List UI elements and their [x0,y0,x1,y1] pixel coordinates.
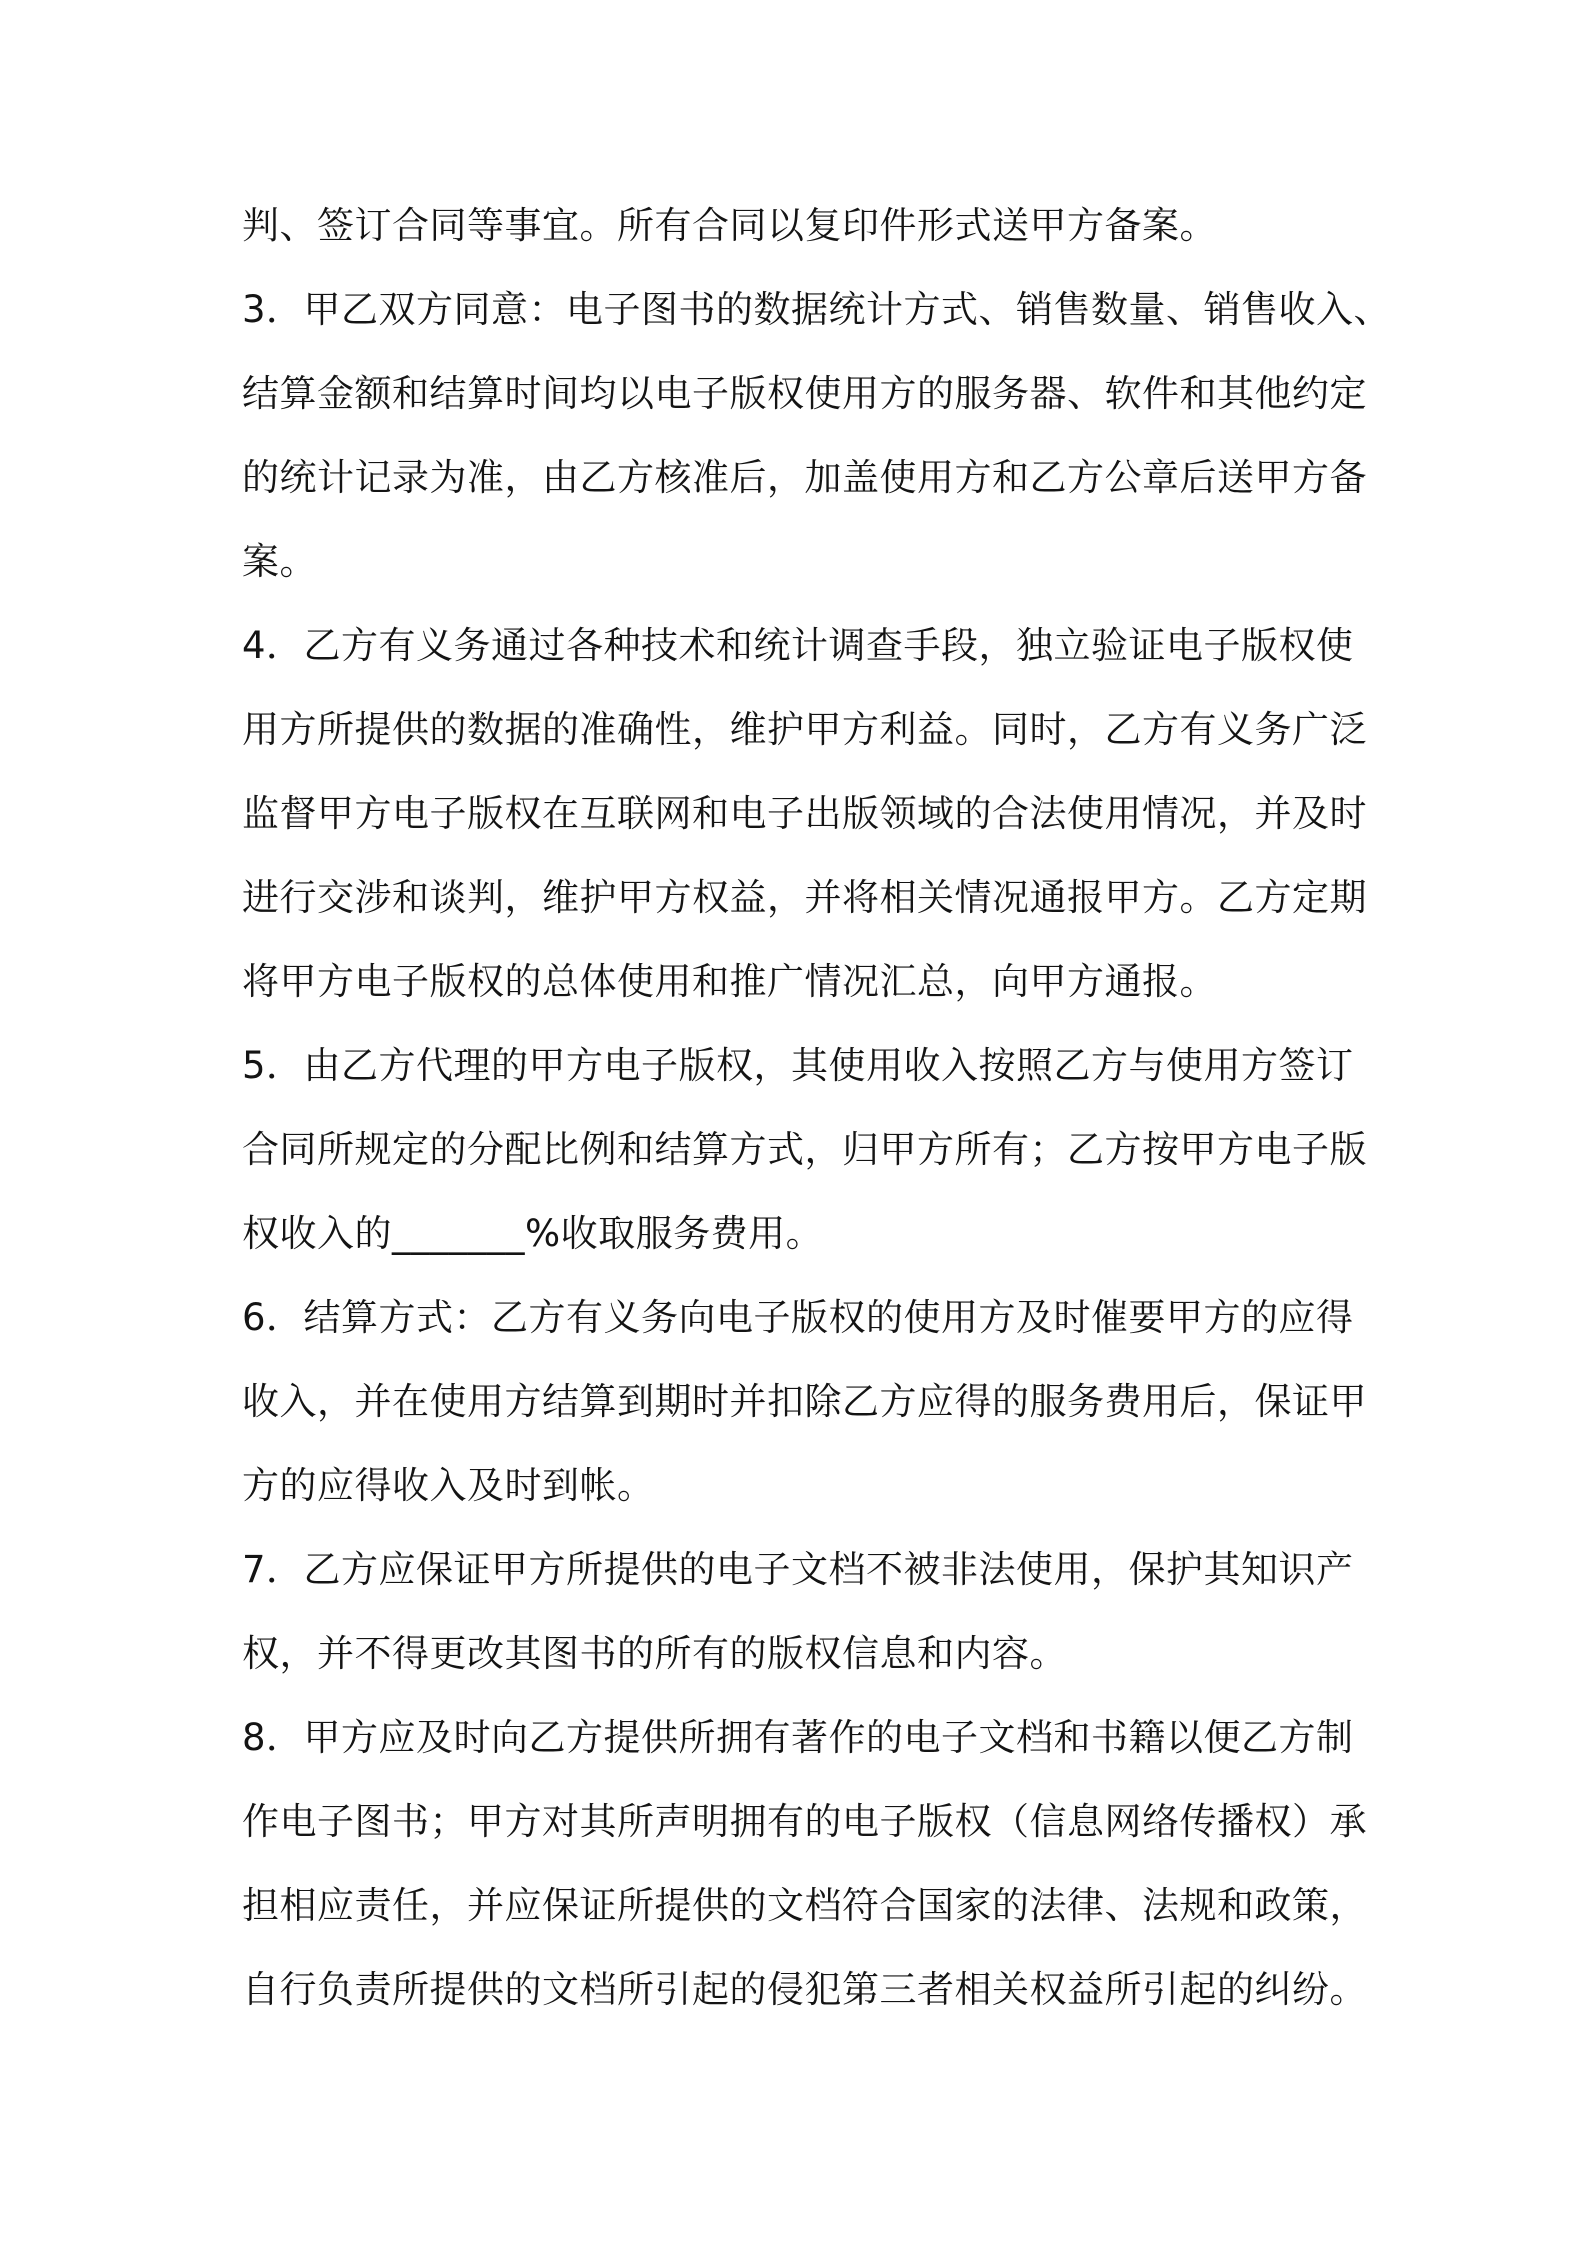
text-line: 6．结算方式：乙方有义务向电子版权的使用方及时催要甲方的应得 [242,1296,1354,1339]
text-line: 担相应责任，并应保证所提供的文档符合国家的法律、法规和政策， [242,1884,1367,1927]
text-line: 合同所规定的分配比例和结算方式，归甲方所有；乙方按甲方电子版 [242,1128,1367,1171]
text-line: 进行交涉和谈判，维护甲方权益，并将相关情况通报甲方。乙方定期 [242,876,1367,919]
text-line: 7．乙方应保证甲方所提供的电子文档不被非法使用，保护其知识产 [242,1548,1354,1591]
text-line: 8．甲方应及时向乙方提供所拥有著作的电子文档和书籍以便乙方制 [242,1716,1354,1759]
text-line: 5．由乙方代理的甲方电子版权，其使用收入按照乙方与使用方签订 [242,1044,1354,1087]
text-line: 将甲方电子版权的总体使用和推广情况汇总，向甲方通报。 [242,960,1217,1003]
text-line: 收入，并在使用方结算到期时并扣除乙方应得的服务费用后，保证甲 [242,1380,1367,1423]
text-line: 方的应得收入及时到帐。 [242,1464,655,1507]
text-line: 判、签订合同等事宜。所有合同以复印件形式送甲方备案。 [242,204,1217,247]
text-line: 权收入的_______%收取服务费用。 [242,1212,824,1255]
text-line: 监督甲方电子版权在互联网和电子出版领域的合法使用情况，并及时 [242,792,1367,835]
text-line: 4．乙方有义务通过各种技术和统计调查手段，独立验证电子版权使 [242,624,1354,667]
text-line: 作电子图书；甲方对其所声明拥有的电子版权（信息网络传播权）承 [242,1800,1367,1843]
text-line: 用方所提供的数据的准确性，维护甲方利益。同时，乙方有义务广泛 [242,708,1367,751]
text-line: 自行负责所提供的文档所引起的侵犯第三者相关权益所引起的纠纷。 [242,1968,1367,2011]
text-line: 权，并不得更改其图书的所有的版权信息和内容。 [242,1632,1067,1675]
text-line: 3．甲乙双方同意：电子图书的数据统计方式、销售数量、销售收入、 [242,288,1392,331]
text-line: 结算金额和结算时间均以电子版权使用方的服务器、软件和其他约定 [242,372,1367,415]
text-line: 案。 [242,540,317,583]
text-line: 的统计记录为准，由乙方核准后，加盖使用方和乙方公章后送甲方备 [242,456,1367,499]
document-body [242,184,1392,2032]
